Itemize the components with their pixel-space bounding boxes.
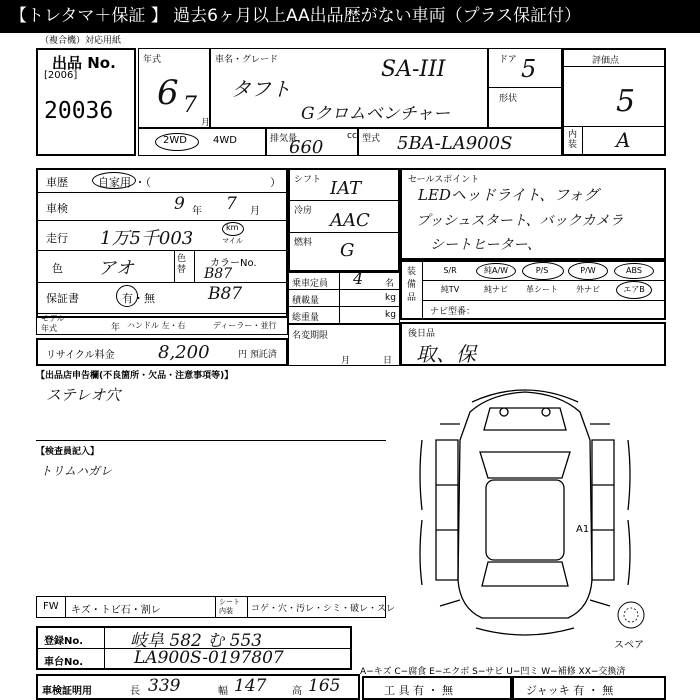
displacement-unit: cc: [347, 131, 357, 141]
car-name: タフト: [231, 77, 291, 101]
ac-value: AAC: [330, 210, 370, 231]
equip-abs: ABS: [626, 266, 642, 275]
sales-points-line3: シートヒーター、: [430, 237, 541, 253]
shape-label: 形状: [499, 94, 518, 104]
lot-box: [36, 48, 136, 156]
car-headlight-right: [542, 408, 550, 416]
equip-power-steering: P/S: [535, 266, 549, 275]
spare-tire-icon: [616, 600, 646, 636]
score-label: 評価点: [592, 56, 620, 66]
model-label: 型式: [362, 134, 381, 144]
model-year-handle: ハンドル 左・右: [127, 321, 186, 330]
docs-value: 取、保: [416, 342, 476, 366]
tools-box: [362, 676, 512, 700]
drive-4wd: 4WD: [213, 135, 237, 146]
history-close: ）: [270, 176, 281, 189]
recycle-label: リサイクル料金: [46, 350, 115, 361]
equipment-box: [400, 260, 666, 320]
ownership-box: [288, 324, 400, 366]
defects-items: キズ・トビ石・割レ: [71, 605, 161, 616]
history-options: 自家用 ・（: [98, 176, 151, 189]
year-label: 年式: [143, 55, 162, 65]
cert-label: 車検証明用: [42, 686, 92, 697]
sales-points-line1: LEDヘッドライト、フォグ: [418, 186, 599, 204]
lot-small: [2006]: [44, 70, 78, 81]
equip-ext-navi: 外ナビ: [576, 285, 600, 294]
car-roof: [486, 480, 564, 560]
cert-height: 165: [308, 676, 341, 696]
cert-height-label: 高: [292, 686, 302, 697]
info-box: [36, 168, 288, 318]
equip-power-window: P/W: [580, 266, 596, 275]
exhibitor-notes-value: ステレオ穴: [46, 386, 121, 404]
shift-label: シフト: [294, 175, 322, 185]
equip-alloy-wheel: 純A/W: [483, 266, 509, 275]
registration-label: 登録No.: [44, 636, 84, 647]
cert-box: [36, 674, 360, 700]
equip-leather: 革シート: [526, 285, 558, 294]
mileage-value: 1万5千003: [100, 228, 194, 249]
year-box: [138, 48, 210, 128]
displacement-value: 660: [289, 137, 324, 158]
mileage-unit-mile: マイル: [222, 237, 243, 245]
drive-2wd: 2WD: [163, 135, 187, 146]
fuel-label: 燃料: [294, 238, 313, 248]
sales-points-label: セールスポイント: [408, 175, 480, 185]
drive-box: [138, 128, 266, 156]
mileage-label: 走行: [46, 232, 68, 245]
year-value: 6: [157, 73, 179, 113]
inspection-month: 7: [226, 194, 237, 214]
equip-navi-model-label: ナビ型番：: [430, 307, 476, 317]
year-month: 7: [183, 93, 197, 118]
total-weight-label: 総重量: [292, 313, 320, 323]
color-value: アオ: [98, 258, 134, 279]
warranty-options: 有・無: [122, 292, 155, 305]
doors-value: 5: [521, 55, 537, 83]
car-variant: SA-III: [381, 57, 446, 82]
ownership-day: 日: [383, 356, 393, 366]
car-body-outline: [458, 392, 592, 618]
capacity-value: 4: [353, 269, 364, 288]
model-value: 5BA-LA900S: [397, 133, 513, 154]
ownership-unit: 月: [341, 356, 351, 366]
car-left-side: [436, 440, 458, 580]
year-month-suffix: 月: [201, 118, 211, 128]
car-left-fenders: [420, 440, 422, 585]
mileage-unit-km: km: [226, 223, 239, 232]
interior-label: 内装: [568, 130, 578, 150]
capacity-box: [288, 269, 400, 324]
equip-navi: 純ナビ: [484, 285, 508, 294]
car-box: [210, 48, 488, 128]
defects-seat: シート内装: [219, 598, 240, 615]
car-rear-bumper: [476, 628, 574, 635]
car-label: 車名・グレード: [215, 55, 279, 65]
load-label: 積載量: [292, 296, 320, 306]
inspection-month-suffix: 月: [250, 206, 260, 217]
equip-sr: S/R: [443, 266, 457, 275]
recycle-box: [36, 338, 288, 366]
damage-legend: A−キズ C−腐食 E−エクボ S−サビ U−凹ミ W−補修 XX−交換済: [360, 667, 626, 677]
recycle-unit: 円 預託済: [238, 350, 277, 360]
fuel-value: G: [340, 240, 355, 261]
model-year-box: [36, 313, 288, 335]
color-no: B87: [204, 266, 233, 282]
ac-label: 冷房: [294, 206, 313, 216]
model-year-dealer: ディーラー・並行: [213, 321, 277, 330]
interior-value: A: [616, 128, 631, 152]
cert-width: 147: [234, 676, 267, 696]
car-right-side: [592, 440, 614, 580]
inspector-divider: [36, 440, 386, 442]
doors-label: ドア: [499, 55, 517, 65]
sales-points-box: [400, 168, 666, 260]
model-year-label: モデル年式: [41, 314, 65, 333]
docs-label: 後日品: [408, 329, 436, 339]
defects-items2: コゲ・穴・汚レ・シミ・破レ・スレ: [251, 604, 396, 614]
capacity-label: 乗車定員: [292, 279, 329, 289]
banner: 【トレタマ＋保証 】 過去6ヶ月以上AA出品歴がない車両（プラス保証付）: [0, 0, 700, 33]
spec-box: [288, 168, 400, 272]
defects-fw: FW: [43, 601, 59, 612]
equip-airbag: エアB: [623, 285, 645, 294]
top-note: （複合機）対応用紙: [40, 36, 122, 46]
docs-box: [400, 322, 666, 366]
inspector-notes-value: トリムハガレ: [40, 464, 113, 478]
jack-label: ジャッキ 有 ・ 無: [526, 684, 614, 697]
cert-length-label: 長: [130, 686, 140, 697]
car-windshield: [480, 452, 570, 478]
color-no-label: カラーNo.: [210, 258, 257, 269]
warranty-label: 保証書: [46, 292, 79, 305]
car-rear-window: [482, 562, 568, 586]
car-headlight-left: [500, 408, 508, 416]
car-grade: Gクロムベンチャー: [301, 104, 451, 124]
ownership-label: 名変期限: [292, 331, 329, 341]
warranty-color-no: B87: [208, 284, 243, 304]
lot-number: 20036: [44, 98, 114, 124]
color-swap-label: 色替: [177, 254, 187, 275]
history-label: 車歴: [46, 176, 68, 189]
cert-width-label: 幅: [218, 686, 228, 697]
lot-label: 出品 No.: [52, 54, 116, 72]
shift-value: IAT: [330, 178, 362, 199]
color-label: 色: [52, 262, 63, 275]
registration-value: 岐阜 582 む 553: [130, 631, 263, 651]
score-box: [562, 48, 666, 156]
registration-box: [36, 626, 352, 670]
inspection-year: 9: [174, 194, 185, 214]
load-unit: kg: [385, 293, 396, 303]
displacement-box: [266, 128, 358, 156]
chassis-label: 車台No.: [44, 657, 84, 668]
sales-points-line2: プッシュスタート、バックカメラ: [416, 213, 624, 229]
chassis-value: LA900S-0197807: [134, 648, 284, 668]
equip-tv: 純TV: [440, 285, 460, 294]
total-weight-unit: kg: [385, 310, 396, 320]
model-box: [358, 128, 562, 156]
displacement-label: 排気量: [270, 134, 298, 144]
doors-box: [488, 48, 562, 128]
inspector-notes-label: 【検査員記入】: [36, 447, 100, 457]
recycle-value: 8,200: [158, 342, 210, 363]
car-right-fenders: [628, 440, 630, 585]
cert-length: 339: [148, 676, 181, 696]
inspection-year-suffix: 年: [192, 206, 202, 217]
jack-box: [512, 676, 666, 700]
inspection-label: 車検: [46, 202, 68, 215]
car-hood: [484, 408, 566, 430]
capacity-unit: 名: [385, 279, 395, 289]
exhibitor-notes-label: 【出品店申告欄(不良箇所・欠品・注意事項等)】: [36, 371, 234, 381]
score-value: 5: [616, 84, 636, 119]
model-year-suffix: 年: [111, 323, 121, 333]
tools-label: 工 具 有 ・ 無: [384, 684, 453, 697]
equipment-label: 装備品: [407, 267, 417, 303]
damage-mark-a1: A1: [576, 524, 590, 535]
defects-row: [36, 596, 396, 618]
spare-label: スペア: [614, 640, 644, 651]
